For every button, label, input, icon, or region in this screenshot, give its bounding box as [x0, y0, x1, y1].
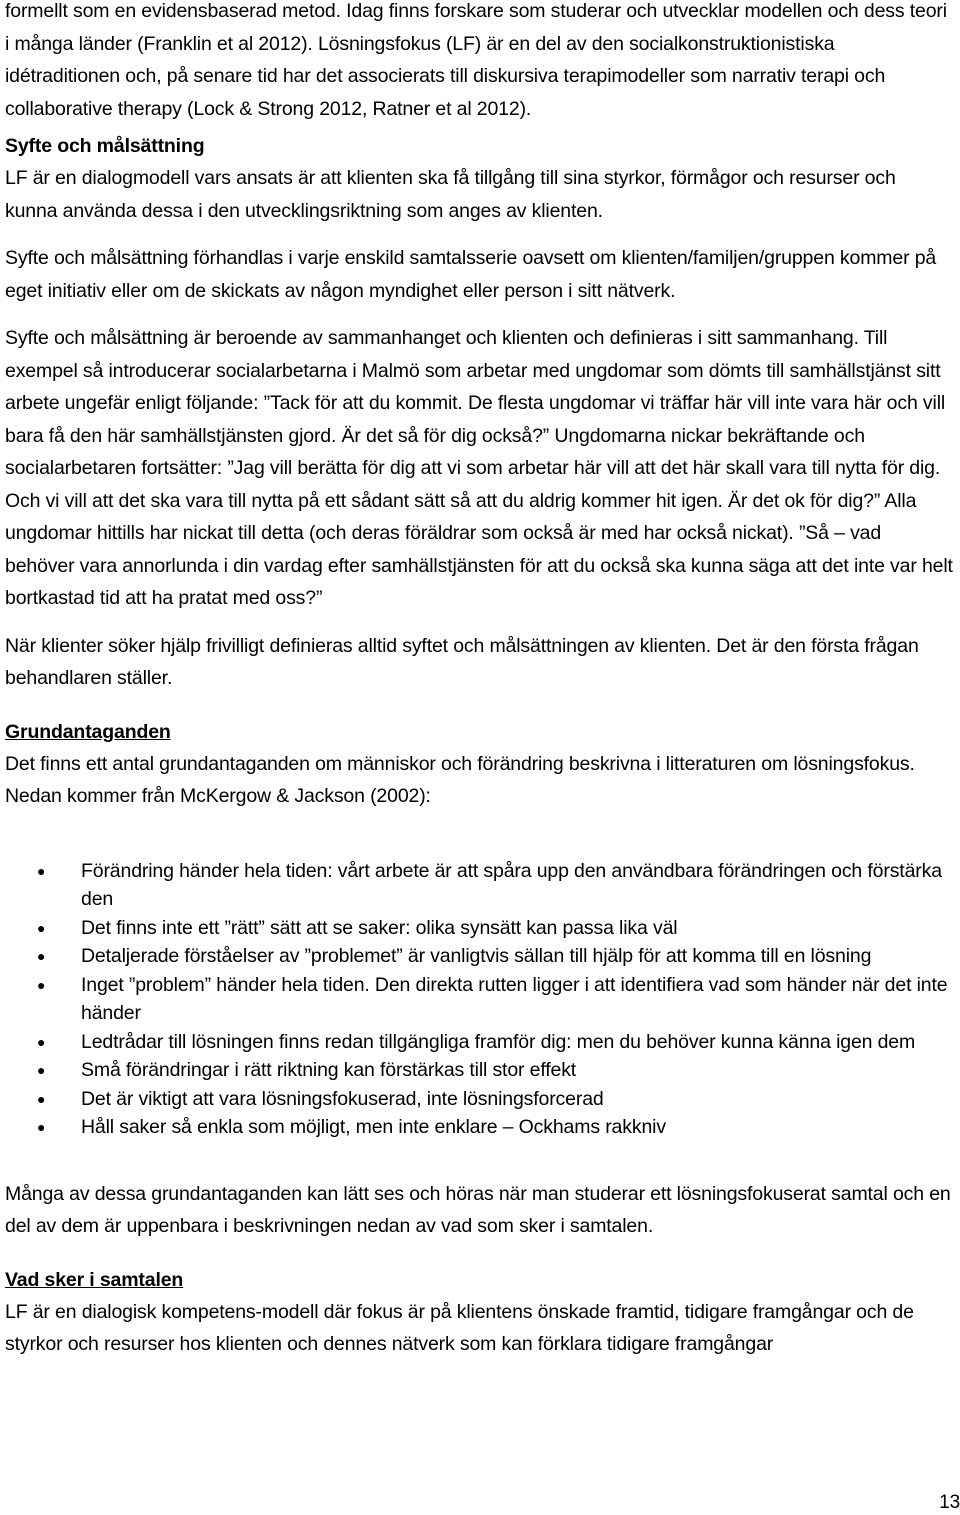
bullet-icon: ●: [37, 976, 46, 993]
list-item: [5, 857, 953, 914]
bullet-icon: ●: [37, 1119, 46, 1135]
heading-vad-sker: Vad sker i samtalen: [5, 1268, 184, 1291]
syfte-paragraph-1: LF är en dialogmodell vars ansats är att klienten ska få tillgång till sina styrkor, förmågor och resurser och kunna använda dessa i den utvecklingsriktning som anges av klienten.: [5, 167, 896, 222]
bullet-icon: ●: [37, 919, 46, 936]
list-item-text: Ledtrådar till lösningen finns redan tillgängliga framför dig: men du behöver kunna känna igen dem: [81, 1030, 916, 1053]
list-item-text: Håll saker så enkla som möjligt, men inte enklare – Ockhams rakkniv: [81, 1116, 666, 1138]
samtal-paragraph-1: LF är en dialogisk kompetens-modell där fokus är på klientens önskade framtid, tidigare framgångar och de styrkor och resurser hos klienten och dennes nätverk som kan förklara tidigare framgångar: [5, 1300, 914, 1355]
heading-syfte: Syfte och målsättning: [5, 135, 205, 157]
intro-paragraph: formellt som en evidensbaserad metod. Idag finns forskare som studerar och utvecklar modellen och dess teori i många länder (Franklin et al 2012). Lösningsfokus (LF) är en del av den socialkonstruktionistiska idétraditionen och, på senare tid har det associerats till diskursiva terapimodeller som narrativ terapi och collaborative therapy (Lock & Strong 2012, Ratner et al 2012).: [5, 0, 947, 120]
list-item-text: Inget ”problem” händer hela tiden. Den direkta rutten ligger i att identifiera vad som händer när det inte händer: [81, 973, 948, 1024]
syfte-paragraph-2: Syfte och målsättning förhandlas i varje enskild samtalsserie oavsett om klienten/familjen/gruppen kommer på eget initiativ eller om de skickats av någon myndighet eller person i sitt nätverk.: [5, 247, 937, 302]
bullet-icon: ●: [37, 1090, 46, 1107]
list-item-text: Små förändringar i rätt riktning kan förstärkas till stor effekt: [81, 1059, 577, 1081]
list-item: [5, 914, 953, 943]
assumptions-list: [5, 857, 953, 1142]
bullet-icon: ●: [37, 862, 46, 879]
page-number: 13: [939, 1492, 960, 1513]
bullet-icon: ●: [37, 1033, 46, 1050]
list-item: [5, 1113, 953, 1142]
list-item: [5, 1085, 953, 1114]
grund-intro-paragraph: Det finns ett antal grundantaganden om människor och förändring beskrivna i litteraturen om lösningsfokus. Nedan kommer från McKergow & Jackson (2002):: [5, 752, 915, 807]
list-item: [5, 971, 953, 1028]
syfte-paragraph-3: Syfte och målsättning är beroende av sammanhanget och klienten och definieras i sitt sammanhang. Till exempel så introducerar socialarbetarna i Malmö som arbetar med ungdomar som dömts till samhällstjänst sitt arbete ungefär enligt följande: ”Tack för att du kommit. De flesta ungdomar vi träffar här vill inte vara här och vill bara få den här samhällstjänsten gjord. Är det så för dig också?” Ungdomarna nickar bekräftande och socialarbetaren fortsätter: ”Jag vill berätta för dig att vi som arbetar här vill att det här skall vara till nytta för dig. Och vi vill att det ska vara till nytta på ett sådant sätt så att du aldrig kommer hit igen. Är det ok för dig?” Alla ungdomar hittills har nickat till detta (och deras föräldrar som också är med har också nickat). ”Så – vad behöver vara annorlunda i din vardag efter samhällstjänsten för att du också ska kunna säga att det inte var helt bortkastad tid att ha pratat med oss?”: [5, 327, 953, 609]
list-item-text: Det är viktigt att vara lösningsfokuserad, inte lösningsforcerad: [81, 1087, 604, 1110]
list-item-text: Detaljerade förståelser av ”problemet” är vanligtvis sällan till hjälp för att komma till en lösning: [81, 945, 872, 967]
grund-outro-paragraph: Många av dessa grundantaganden kan lätt ses och höras när man studerar ett lösningsfokuserat samtal och en del av dem är uppenbara i beskrivningen nedan av vad som sker i samtalen.: [5, 1182, 951, 1237]
syfte-paragraph-4: När klienter söker hjälp frivilligt definieras alltid syftet och målsättningen av klienten. Det är den första frågan behandlaren ställer.: [5, 634, 919, 689]
bullet-icon: ●: [37, 1062, 46, 1078]
heading-grundantaganden: Grundantaganden: [5, 720, 171, 743]
document-page: [5, 0, 953, 1361]
list-item: [5, 942, 953, 971]
list-item-text: Det finns inte ett ”rätt” sätt att se saker: olika synsätt kan passa lika väl: [81, 916, 678, 939]
list-item-text: Förändring händer hela tiden: vårt arbete är att spåra upp den användbara förändringen och förstärka den: [81, 859, 942, 910]
list-item: [5, 1056, 953, 1085]
list-item: [5, 1028, 953, 1057]
bullet-icon: ●: [37, 948, 46, 964]
